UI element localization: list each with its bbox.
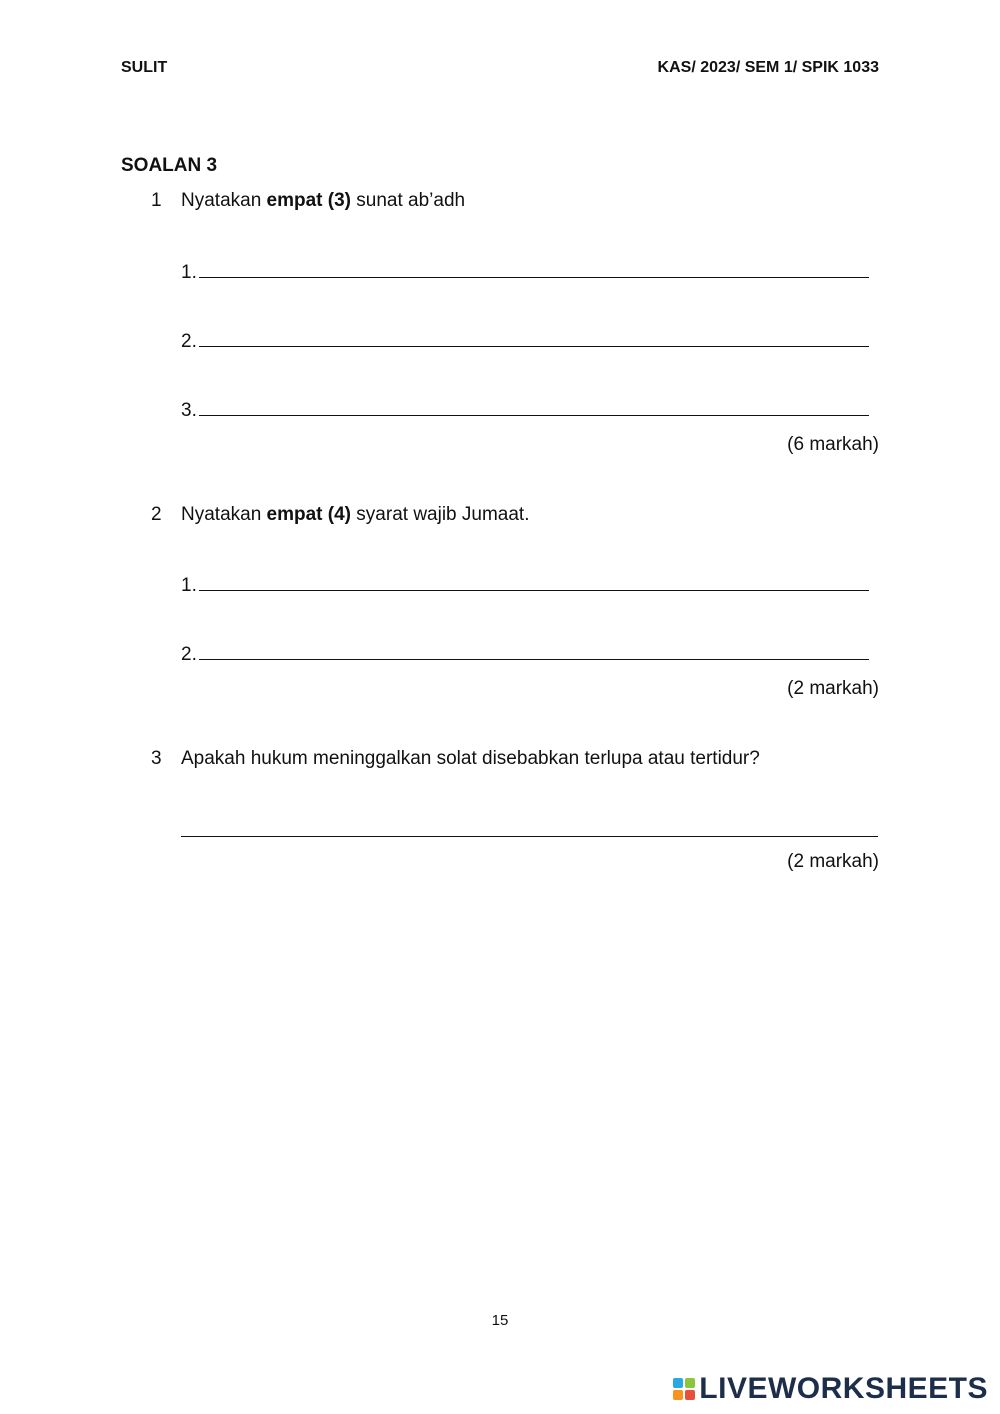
question-2-answer-line-2[interactable] [181, 644, 869, 666]
question-1-marks: (6 markah) [787, 434, 879, 455]
question-1-text-start: Nyatakan [181, 190, 267, 211]
answer-blank[interactable] [199, 658, 869, 660]
question-2-text [181, 504, 529, 526]
answer-label: 2. [181, 644, 197, 665]
answer-label: 2. [181, 331, 197, 352]
question-2-text-bold: empat (4) [266, 504, 352, 525]
question-1-answer-line-1[interactable] [181, 262, 869, 284]
question-1-text-end: sunat ab’adh [351, 190, 466, 211]
header-label-left: SULIT [121, 59, 168, 76]
page-number: 15 [491, 1312, 509, 1329]
section-title: SOALAN 3 [121, 155, 218, 176]
liveworksheets-logo[interactable] [673, 1372, 988, 1406]
question-2-answer-line-1[interactable] [181, 575, 869, 597]
answer-label: 1. [181, 262, 197, 283]
logo-square-3 [673, 1390, 683, 1400]
header-code-right: KAS/ 2023/ SEM 1/ SPIK 1033 [657, 59, 879, 76]
question-3-text: Apakah hukum meninggalkan solat disebabkan terlupa atau tertidur? [181, 748, 760, 769]
question-1-answer-line-2[interactable] [181, 331, 869, 353]
question-3-number: 3 [151, 748, 162, 769]
answer-blank[interactable] [199, 276, 869, 278]
answer-label: 1. [181, 575, 197, 596]
logo-square-4 [685, 1390, 695, 1400]
question-1-number: 1 [151, 190, 162, 211]
question-3-marks: (2 markah) [787, 851, 879, 872]
answer-blank[interactable] [199, 414, 869, 416]
liveworksheets-grid-icon [673, 1378, 695, 1400]
question-2-text-start: Nyatakan [181, 504, 267, 525]
question-2-text-end: syarat wajib Jumaat. [351, 504, 530, 525]
logo-square-2 [685, 1378, 695, 1388]
question-1-answer-line-3[interactable] [181, 400, 869, 422]
logo-square-1 [673, 1378, 683, 1388]
answer-blank[interactable] [199, 589, 869, 591]
question-1-text-bold: empat (3) [266, 190, 352, 211]
answer-blank[interactable] [199, 345, 869, 347]
question-3-answer-line[interactable] [181, 836, 878, 837]
answer-label: 3. [181, 400, 197, 421]
question-2-number: 2 [151, 504, 162, 525]
question-2-marks: (2 markah) [787, 678, 879, 699]
question-1-text [181, 190, 465, 212]
brand-name: LIVEWORKSHEETS [699, 1372, 988, 1405]
